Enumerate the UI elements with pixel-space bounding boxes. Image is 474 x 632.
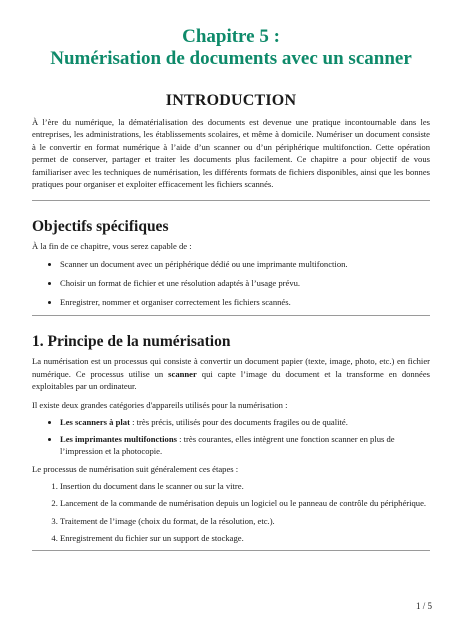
list-item: 3. Traitement de l’image (choix du format, de la résolution, etc.).: [60, 515, 430, 527]
list-item: • Les imprimantes multifonctions : très courantes, elles intègrent une fonction scanner en plus de l’impression et la photocopie.: [60, 433, 430, 457]
section1-paragraph-3: Le processus de numérisation suit généralement ces étapes :: [32, 463, 239, 474]
section-divider: [32, 200, 430, 201]
list-item: • Enregistrer, nommer et organiser correctement les fichiers scannés.: [60, 296, 430, 308]
list-item: • Les scanners à plat : très précis, utilisés pour des documents fragiles ou de qualité.: [60, 416, 430, 428]
objectives-lead: À la fin de ce chapitre, vous serez capable de :: [32, 241, 192, 252]
page-number: 1 / 5: [415, 601, 432, 611]
document-page: [32, 26, 430, 551]
section-divider: [32, 550, 430, 551]
chapter-title: [32, 26, 430, 70]
section1-paragraph-2: Il existe deux grandes catégories d'appareils utilisés pour la numérisation :: [32, 399, 288, 410]
list-item: • Scanner un document avec un périphérique dédié ou une imprimante multifonction.: [60, 258, 430, 270]
chapter-number: Chapitre 5 :: [182, 26, 280, 47]
objectives-list: [32, 258, 430, 309]
section-divider: [32, 315, 430, 316]
introduction-paragraph: À l’ère du numérique, la dématérialisation des documents est devenue une pratique incontournable dans les entreprises, les administrations, les établissements scolaires, et même à domicile. Numériser un document consiste à le convertir en format numérique à l’aide d’un scanner ou d’un périphérique multifonction. Cette opération permet de conserver, partager et traiter les documents plus facilement. Ce chapitre a pour objectif de vous familiariser avec les techniques de numérisation, les différents formats de fichiers disponibles, ainsi que les bonnes pratiques pour organiser et exploiter efficacement les fichiers scannés.: [32, 117, 430, 190]
introduction-heading: INTRODUCTION: [165, 92, 297, 109]
list-item: • Choisir un format de fichier et une résolution adaptés à l’usage prévu.: [60, 277, 430, 289]
device-list: [32, 416, 430, 458]
objectives-heading: Objectifs spécifiques: [32, 218, 169, 236]
section1-paragraph-1: La numérisation est un processus qui consiste à convertir un document papier (texte, image, photo, etc.) en fichier numérique. Ce processus utilise un scanner qui capte l’image du document et la transforme en données exploitables par un ordinateur.: [32, 356, 430, 392]
chapter-subtitle: Numérisation de documents avec un scanner: [50, 48, 412, 69]
list-item: 1. Insertion du document dans le scanner ou sur la vitre.: [60, 480, 430, 492]
list-item: 2. Lancement de la commande de numérisation depuis un logiciel ou le panneau de contrôle du périphérique.: [60, 497, 430, 509]
list-item: 4. Enregistrement du fichier sur un support de stockage.: [60, 532, 430, 544]
steps-list: [32, 480, 430, 544]
section1-heading: 1. Principe de la numérisation: [32, 333, 231, 351]
